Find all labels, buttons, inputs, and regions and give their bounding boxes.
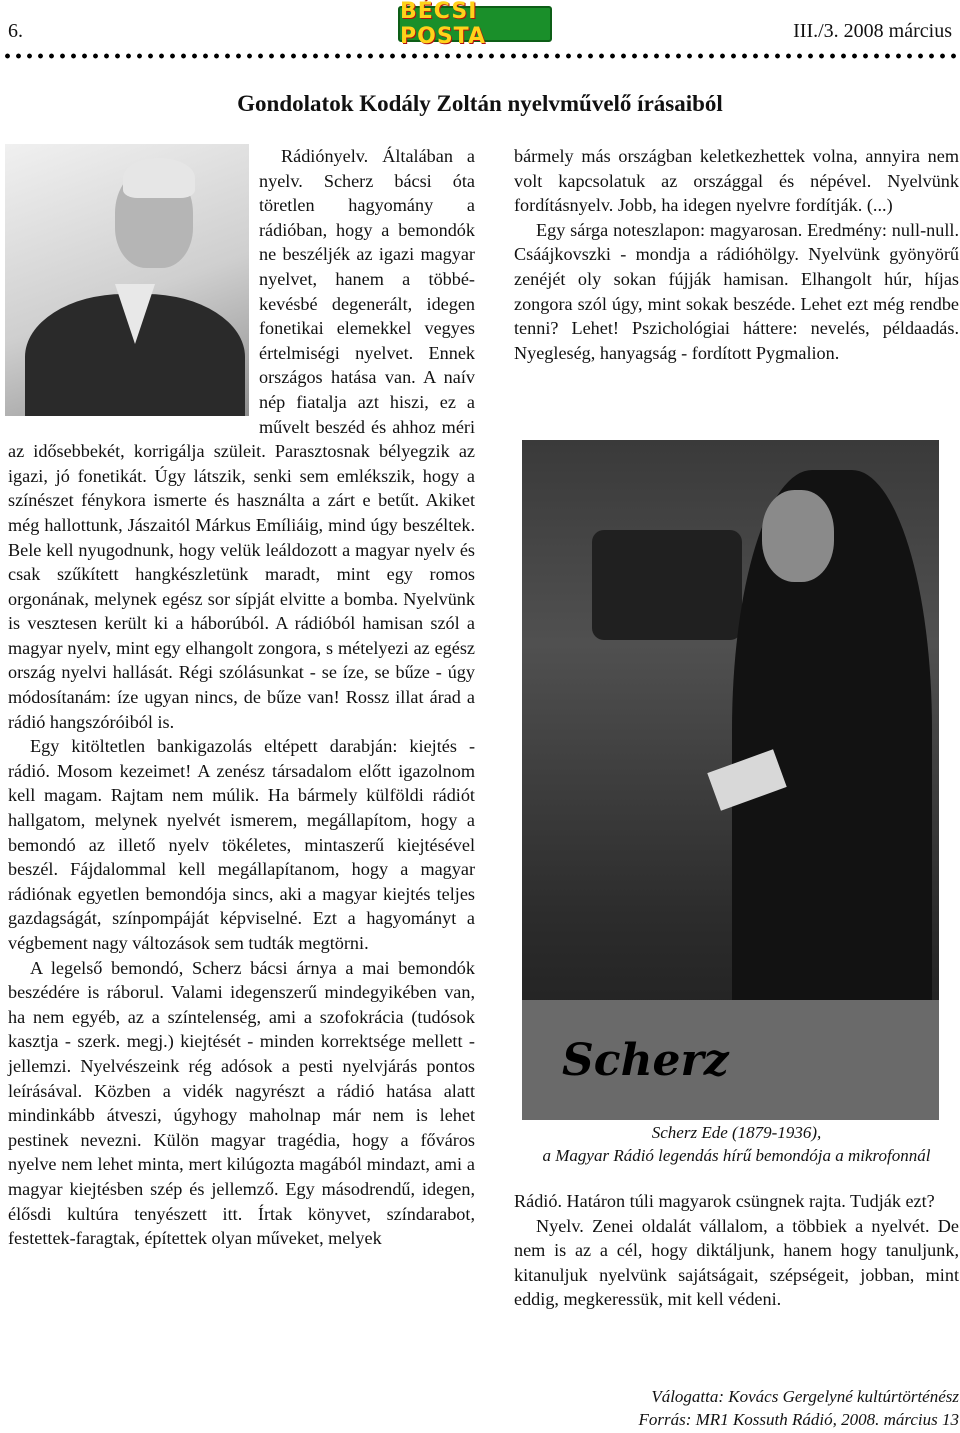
credit-source: Forrás: MR1 Kossuth Rádió, 2008. március 13 [638, 1410, 959, 1429]
paragraph: Rádió. Határon túli magyarok csüngnek rajta. Tudják ezt? [514, 1191, 935, 1211]
paragraph: Egy sárga noteszlapon: magyarosan. Eredmény: null-null. Csáájkovszki - mondja a rádióhölgy. Nyelvünk gyönyörű zenéjét oly sokan fújják hamisan. Elhangolt húr, híjas zongora szól úgy, mint sokak beszéde. Lehet ezt még rendbe tenni? Lehet! Pszichológiai háttere: nevelés, példaadás. Nyegleség, hanyagság - fordított Pygmalion. [514, 219, 959, 363]
logo-text: BÉCSI POSTA [400, 0, 486, 49]
paragraph: Rádiónyelv. Általában a nyelv. Scherz bácsi óta töretlen hagyomány a rádióban, hogy a bemondók ne beszéljék az igazi magyar nyelvet, hanem a többé-kevésbé degenerált, idegen fonetikai elemekkel vegyes értelmiségi nyelvet. Ennek országos hatása van. A naív nép fiatalja azt hiszi, ez a művelt beszéd és ahhoz méri az idősebbekét, korrigálja szüleit. Parasztosnak bélyegzik az igazi, jó fonetikát. Úgy látszik, senki sem emlékszik, hogy a színészet fénykora ismerte és használta a zárt e betűt. Akiket még hallottunk, Jászaitól Márkus Emíliáig, mind úgy beszéltek. Bele kell nyugodnunk, hogy velük leáldozott a magyar nyelv és csak szűkített hangkészletünk maradt, mint egy romos orgonának, melynek egész sor sípját elvitte a bomba. Nyelvünk is vesztesen került ki a háborúból. A rádióból hamisan szól a magyar nyelv, mint egy elhangolt zongora, s mételyezi az egész ország nyelvi hallását. Régi szólásunkat - se íze, se bűze - úgy módosítanám: íze ugyan nincs, de bűze van! Rossz illat árad a rádió hangszóróiból is. [8, 146, 475, 732]
newspaper-logo [398, 0, 552, 49]
paragraph: Nyelv. Zenei oldalát vállalom, a többiek a nyelvét. De nem is az a cél, hogy diktáljunk, hanem hogy tanuljunk, kitanuljuk nyelvünk sajátságait, szépségeit, jobban, mint eddig, megkeressük, mit kell védeni. [514, 1215, 959, 1310]
right-column-bottom [514, 1189, 959, 1312]
caption-line: a Magyar Rádió legendás hírű bemondója a mikrofonnál [542, 1146, 931, 1165]
paragraph: Egy kitöltetlen bankigazolás eltépett darabján: kiejtés - rádió. Mosom kezeimet! A zenész társadalom előtt igazolnom kell magam. Rajtam nem múlik. Ha bármely külföldi rádiót hallgatom, melynek nyelvét ismerem, megállapítom, hogy a bemondó az illető nyelv tökéletes, mintaszerű kiejtésével beszél. Fájdalommal kell megállapítanom, hogy a magyar rádiónak egyetlen bemondója sincs, aki a magyar kiejtés teljes gazdagságát, színpompáját képviselné. Ezt a hagyományt a végbement nagy változások sem tudták megtörni. [8, 736, 475, 953]
issue-date: III./3. 2008 március [793, 20, 952, 42]
signature-image: Scherz [562, 1035, 729, 1086]
credit-selected-by: Válogatta: Kovács Gergelyné kultúrtörténész [651, 1387, 959, 1406]
caption-line: Scherz Ede (1879-1936), [651, 1123, 822, 1142]
right-column-top [514, 144, 959, 365]
page-header [0, 0, 960, 70]
dotted-divider [2, 52, 958, 60]
paragraph: A legelső bemondó, Scherz bácsi árnya a mai bemondók beszédére is ráborul. Valami idegenszerű mindegyikében van, ha nem egyéb, az a színtelenség, ami a szofokrácia (tudósok kasztja - szerk. megj.) kiejtését - minden korrektsége mellett - jellemzi. Nyelvészeink rég adósok a pesti nyelvjárás pontos leírásával. Közben a vidék nagyrészt a rádió hatása alatt mindinkább átveszi, úgyhogy maholnap már nem is lehet pestinek nevezni. Külön magyar tragédia, hogy a főváros nyelve nem lehet minta, mert kilúgozta magából mindazt, ami a magyar kiejtésben szép és jellemző. Egy másodrendű, idegen, élősdi kultúra tenyészett itt. Írtak könyvet, színdarabot, festettek-faragtak, építettek olyan műveket, melyek [8, 957, 475, 1249]
photo-caption [514, 1121, 959, 1167]
paragraph: bármely más országban keletkezhettek volna, annyira nem volt kapcsolatuk az országgal és népével. Nyelvünk fordításnyelv. Jobb, ha idegen nyelvre fordítják. (...) [514, 146, 959, 216]
microphone-shape [592, 530, 742, 640]
page-number: 6. [8, 20, 23, 42]
article-credits [514, 1385, 959, 1431]
article-title: Gondolatok Kodály Zoltán nyelvművelő írásaiból [237, 91, 723, 116]
kodaly-portrait-image [5, 144, 249, 416]
scherz-microphone-photo [522, 440, 939, 1120]
left-column [8, 144, 475, 1251]
